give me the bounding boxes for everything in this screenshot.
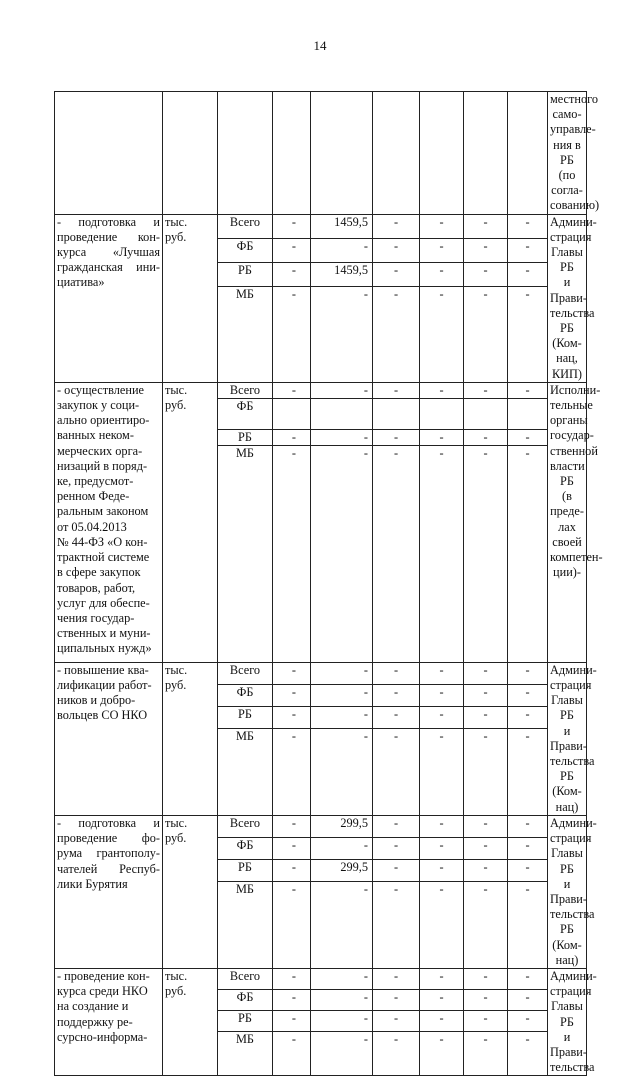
executor-cell [548,662,597,815]
value-cell: - [420,989,464,1010]
unit-cell [163,662,218,815]
empty-cell [311,92,373,215]
executor-line: тельства [550,754,595,769]
value-cell: - [311,706,373,728]
value-cell: - [273,989,311,1010]
executor-line: власти РБ [550,458,585,489]
value-cell: 1459,5 [311,214,373,238]
activity-name-line: ственных и муни- [57,626,151,641]
funding-source-cell: РБ [218,262,273,286]
funding-source-cell: Всего [218,214,273,238]
empty-cell [420,92,464,215]
value-cell: - [508,214,548,238]
value-cell: - [508,837,548,859]
value-cell: - [273,881,311,968]
unit-line: руб. [165,831,187,846]
value-cell: - [311,446,373,663]
unit-line: руб. [165,984,187,999]
value-cell: - [464,728,508,815]
value-cell: - [311,662,373,684]
executor-line: лах своей [552,519,582,549]
funding-source-cell: МБ [218,286,273,382]
table-row [55,214,587,238]
executor-line: страция [550,678,592,693]
value-cell: - [464,430,508,446]
activity-name-line: - повышение ква- [57,662,149,677]
activity-name-line: проведение кон- [57,229,160,244]
value-cell: - [273,382,311,398]
value-cell: - [373,238,420,262]
funding-source-cell: ФБ [218,399,273,430]
funding-source-cell: МБ [218,446,273,663]
table-row [55,662,587,684]
value-cell: - [420,662,464,684]
funding-source-cell: МБ [218,1032,273,1076]
value-cell: - [508,262,548,286]
value-cell: - [273,815,311,837]
value-cell: - [508,382,548,398]
value-cell: - [420,881,464,968]
unit-cell [163,214,218,382]
value-cell: - [508,706,548,728]
activity-name-line: чателей Респуб- [57,861,160,876]
value-cell: - [508,859,548,881]
activity-name-line: услуг для обеспе- [57,595,150,610]
executor-line: управле- [550,122,596,137]
empty-cell [218,92,273,215]
executor-line: ния в РБ [553,137,581,167]
value-cell: - [373,1011,420,1032]
value-cell: - [311,968,373,989]
activity-name-line: курса среди НКО [57,984,148,999]
value-cell: - [311,881,373,968]
value-cell: - [464,446,508,663]
activity-name-line: - подготовка и [57,815,160,830]
funding-source-cell: ФБ [218,238,273,262]
value-cell: - [273,837,311,859]
unit-line: руб. [165,678,187,693]
value-cell: - [273,728,311,815]
table-row [55,815,587,837]
funding-source-cell: Всего [218,815,273,837]
value-cell: - [373,430,420,446]
value-cell: - [464,968,508,989]
executor-cell [548,968,597,1075]
value-cell: - [373,989,420,1010]
value-cell: - [311,684,373,706]
value-cell: - [373,881,420,968]
page-number: 14 [313,38,327,53]
table-row [55,968,587,989]
value-cell: - [420,430,464,446]
value-cell: - [508,968,548,989]
activity-name-line: ально ориентиро- [57,413,150,428]
executor-line: (по согла- [551,168,583,198]
executor-line: само- [552,107,582,122]
value-cell: - [311,382,373,398]
value-cell: - [420,262,464,286]
executor-line: и Прави- [550,275,587,305]
executor-line: Исполни- [550,382,601,397]
value-cell: 1459,5 [311,262,373,286]
value-cell [273,399,311,430]
value-cell: - [464,989,508,1010]
value-cell: - [420,238,464,262]
value-cell: - [373,728,420,815]
unit-line: руб. [165,229,187,244]
value-cell [464,399,508,430]
value-cell: - [311,238,373,262]
value-cell: - [508,446,548,663]
activity-name-line: закупок у соци- [57,398,140,413]
value-cell: - [373,815,420,837]
activity-name-line: ральным законом [57,504,149,519]
value-cell: - [464,881,508,968]
activity-name-line: лификации работ- [57,678,152,693]
empty-cell [508,92,548,215]
executor-line: государ- [550,428,594,443]
executor-line: Админи- [550,662,597,677]
activity-name-line: ванных неком- [57,428,134,443]
value-cell: - [311,1011,373,1032]
executor-line: и Прави- [550,876,587,906]
funding-source-cell: ФБ [218,989,273,1010]
value-cell: - [508,728,548,815]
value-cell: - [420,859,464,881]
value-cell: - [373,662,420,684]
activity-name-line: вольцев СО НКО [57,708,148,723]
value-cell: - [464,238,508,262]
value-cell: - [508,1032,548,1076]
value-cell: - [311,1032,373,1076]
value-cell: - [464,286,508,382]
executor-line: Админи- [550,815,597,830]
executor-line: Админи- [550,968,597,983]
value-cell: - [273,706,311,728]
activity-name-line: ке, предусмот- [57,474,134,489]
executor-line: страция [550,831,592,846]
activity-name-line: мерческих орга- [57,443,143,458]
value-cell: - [311,286,373,382]
executor-line: ственной [550,443,598,458]
unit-cell [163,382,218,662]
value-cell: - [273,430,311,446]
value-cell: - [508,238,548,262]
activity-name-line: от 05.04.2013 [57,519,127,534]
value-cell: - [420,214,464,238]
executor-cell [548,815,597,968]
funding-source-cell: РБ [218,859,273,881]
executor-line: компетен- [550,550,603,565]
unit-line: тыс. [165,382,188,397]
table-row [55,382,587,398]
executor-line: органы [550,413,588,428]
executor-line: нац) [555,799,579,814]
value-cell: - [311,430,373,446]
activity-name-line: проведение фо- [57,831,160,846]
executor-line: Главы РБ [551,245,583,275]
unit-line: тыс. [165,968,188,983]
funding-source-cell: РБ [218,430,273,446]
value-cell: - [508,1011,548,1032]
funding-source-cell: МБ [218,728,273,815]
executor-cell [548,92,600,215]
value-cell: - [464,837,508,859]
value-cell: - [420,1032,464,1076]
activity-name-line: гражданская ини- [57,260,160,275]
executor-line: сованию) [550,198,600,213]
funding-source-cell: ФБ [218,837,273,859]
value-cell: - [373,262,420,286]
value-cell: - [464,1011,508,1032]
executor-cell [548,214,597,382]
value-cell: - [420,382,464,398]
budget-table [54,91,603,1076]
activity-name-line: сурсно-информа- [57,1029,148,1044]
value-cell: - [420,837,464,859]
activity-name-line: в сфере закупок [57,565,141,580]
value-cell: - [508,989,548,1010]
value-cell [373,399,420,430]
value-cell: - [464,706,508,728]
value-cell: - [420,728,464,815]
activity-name-cell [55,662,163,815]
value-cell: - [273,286,311,382]
value-cell: - [373,837,420,859]
activity-name-line: - подготовка и [57,214,160,229]
value-cell: - [464,815,508,837]
value-cell: - [464,214,508,238]
value-cell: - [373,706,420,728]
executor-line: ции)- [553,565,581,580]
activity-name-line: лики Бурятия [57,876,128,891]
value-cell: - [311,837,373,859]
activity-name-line: товаров, работ, [57,580,136,595]
value-cell: - [464,662,508,684]
executor-line: Главы РБ [551,999,583,1029]
value-cell: - [464,684,508,706]
value-cell: - [373,684,420,706]
value-cell: - [273,968,311,989]
activity-name-cell [55,382,163,662]
funding-source-cell: РБ [218,706,273,728]
activity-name-cell [55,815,163,968]
unit-cell [163,815,218,968]
value-cell: - [273,262,311,286]
value-cell: - [420,684,464,706]
activity-name-line: ципальных нужд» [57,641,152,656]
value-cell: - [420,815,464,837]
value-cell: - [273,214,311,238]
unit-line: тыс. [165,214,188,229]
value-cell: - [464,262,508,286]
value-cell: 299,5 [311,859,373,881]
value-cell: - [420,446,464,663]
value-cell: - [508,286,548,382]
executor-line: нац, КИП) [551,351,583,381]
value-cell: - [311,989,373,1010]
value-cell: - [508,684,548,706]
value-cell: - [373,968,420,989]
activity-name-line: низаций в поряд- [57,458,148,473]
value-cell: - [311,728,373,815]
value-cell [311,399,373,430]
activity-name-line: чения государ- [57,610,135,625]
value-cell: - [273,1011,311,1032]
unit-line: руб. [165,398,187,413]
value-cell: - [420,1011,464,1032]
value-cell: - [508,881,548,968]
executor-line: (в преде- [550,489,584,519]
value-cell: - [273,446,311,663]
executor-line: тельства [550,907,595,922]
value-cell: 299,5 [311,815,373,837]
value-cell: - [508,815,548,837]
funding-source-cell: РБ [218,1011,273,1032]
funding-source-cell: Всего [218,968,273,989]
activity-name-line: - проведение кон- [57,968,150,983]
executor-cell [548,382,603,662]
executor-line: тельные [550,398,593,413]
executor-line: и Прави- [550,723,587,753]
activity-name-line: № 44-ФЗ «О кон- [57,534,148,549]
activity-name-cell [55,968,163,1075]
value-cell: - [464,382,508,398]
empty-cell [373,92,420,215]
empty-cell [273,92,311,215]
value-cell: - [273,662,311,684]
value-cell: - [508,430,548,446]
executor-line: и Прави- [550,1029,587,1059]
executor-line: страция [550,984,592,999]
value-cell: - [273,238,311,262]
value-cell: - [373,859,420,881]
activity-name-line: курса «Лучшая [57,245,160,260]
value-cell: - [373,214,420,238]
value-cell: - [373,446,420,663]
activity-name-line: рума грантополу- [57,846,160,861]
value-cell: - [273,859,311,881]
empty-cell [464,92,508,215]
funding-source-cell: МБ [218,881,273,968]
executor-line: РБ (Ком- [552,321,582,351]
executor-line: тельства [550,1060,595,1075]
value-cell: - [273,684,311,706]
value-cell: - [464,859,508,881]
executor-line: местного [550,92,598,106]
value-cell [508,399,548,430]
executor-line: нац) [555,952,579,967]
unit-cell [163,968,218,1075]
value-cell: - [373,286,420,382]
executor-line: РБ (Ком- [552,769,582,799]
activity-name-line: - осуществление [57,382,144,397]
activity-name-line: циатива» [57,275,105,290]
activity-name-line: ников и добро- [57,693,136,708]
executor-line: страция [550,229,592,244]
value-cell: - [373,382,420,398]
empty-cell [55,92,163,215]
activity-name-line: поддержку ре- [57,1014,133,1029]
unit-line: тыс. [165,815,188,830]
value-cell: - [420,706,464,728]
funding-source-cell: Всего [218,382,273,398]
empty-cell [163,92,218,215]
value-cell [420,399,464,430]
value-cell: - [508,662,548,684]
value-cell: - [420,968,464,989]
activity-name-line: трактной системе [57,550,150,565]
value-cell: - [420,286,464,382]
executor-line: РБ (Ком- [552,922,582,952]
executor-line: Главы РБ [551,846,583,876]
value-cell: - [273,1032,311,1076]
activity-name-line: ренном Феде- [57,489,130,504]
executor-line: Главы РБ [551,693,583,723]
activity-name-cell [55,214,163,382]
value-cell: - [373,1032,420,1076]
funding-source-cell: Всего [218,662,273,684]
executor-line: Админи- [550,214,597,229]
funding-source-cell: ФБ [218,684,273,706]
activity-name-line: на создание и [57,999,129,1014]
continuation-row [55,92,587,215]
unit-line: тыс. [165,662,188,677]
executor-line: тельства [550,305,595,320]
value-cell: - [464,1032,508,1076]
